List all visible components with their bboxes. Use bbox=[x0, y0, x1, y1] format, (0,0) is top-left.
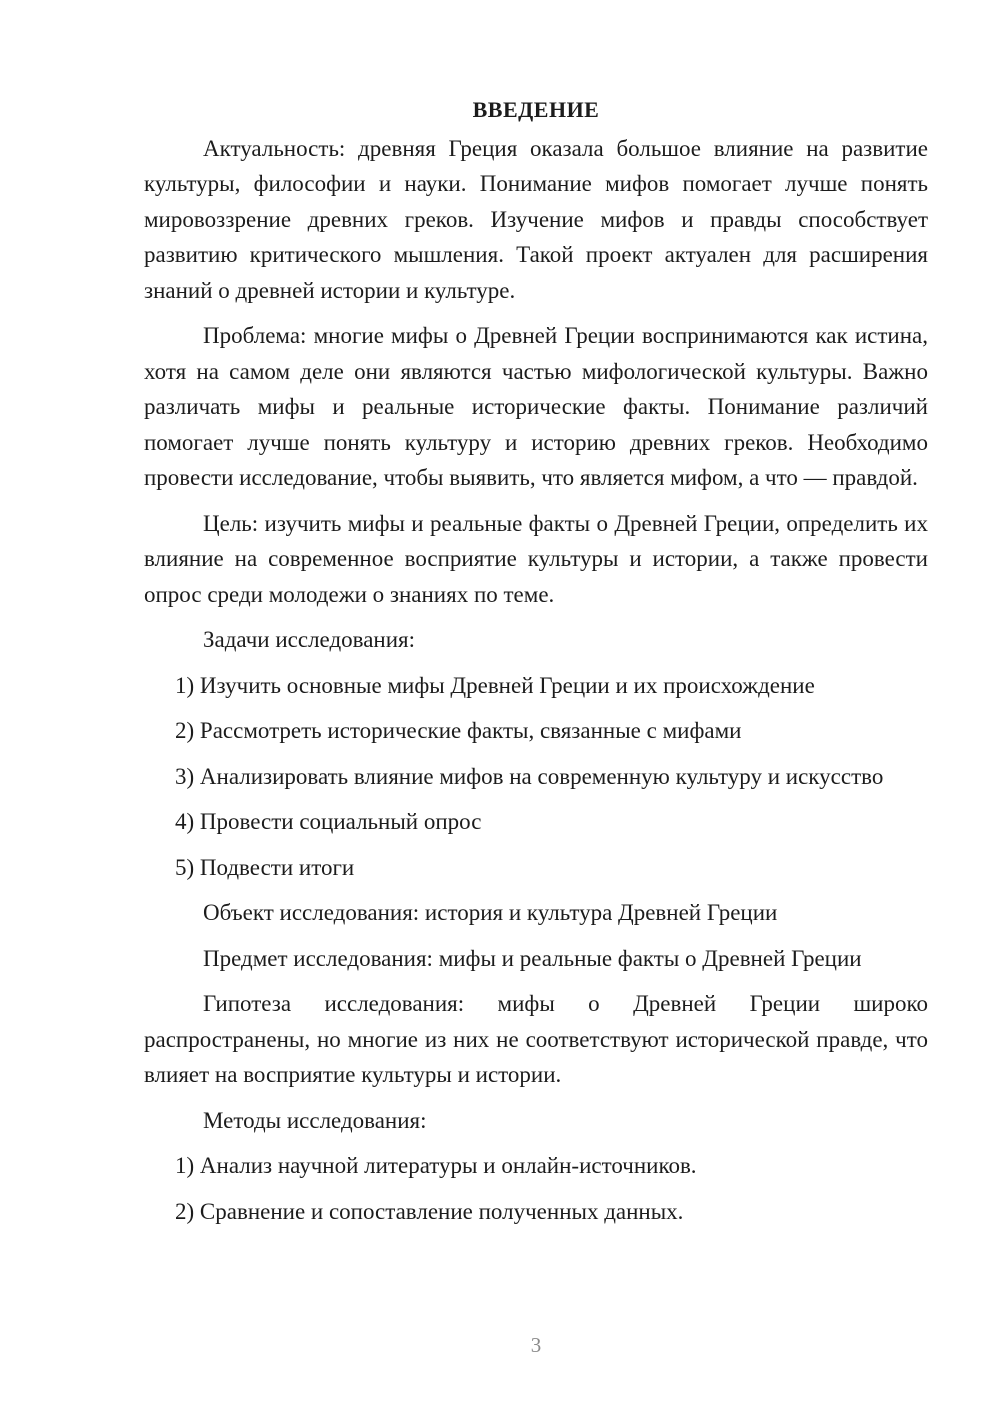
goal-paragraph: Цель: изучить мифы и реальные факты о Древней Греции, определить их влияние на современное восприятие культуры и истории, а также провести опрос среди молодежи о знаниях по теме. bbox=[144, 510, 928, 607]
method-item: 2) Сравнение и сопоставление полученных данных. bbox=[175, 1198, 684, 1224]
document-body bbox=[144, 92, 928, 1239]
page-title: ВВЕДЕНИЕ bbox=[472, 97, 600, 122]
research-subject: Предмет исследования: мифы и реальные факты о Древней Греции bbox=[203, 945, 862, 971]
hypothesis-paragraph: Гипотеза исследования: мифы о Древней Греции широко распространены, но многие из них не соответствуют исторической правде, что влияет на восприятие культуры и истории. bbox=[144, 991, 928, 1087]
relevance-paragraph: Актуальность: древняя Греция оказала большое влияние на развитие культуры, философии и науки. Понимание мифов помогает лучше понять мировоззрение древних греков. Изучение мифов и правды способствует развитию критического мышления. Такой проект актуален для расширения знаний о древней истории и культуре. bbox=[144, 135, 928, 303]
tasks-title: Задачи исследования: bbox=[203, 627, 416, 652]
task-item: 2) Рассмотреть исторические факты, связанные с мифами bbox=[175, 718, 742, 743]
research-object: Объект исследования: история и культура Древней Греции bbox=[203, 900, 778, 925]
methods-title: Методы исследования: bbox=[203, 1107, 427, 1133]
task-item: 3) Анализировать влияние мифов на современную культуру и искусство bbox=[175, 763, 884, 789]
problem-paragraph: Проблема: многие мифы о Древней Греции воспринимаются как истина, хотя на самом деле они являются частью мифологической культуры. Важно различать мифы и реальные исторические факты. Понимание различий помогает лучше понять культуру и историю древних греков. Необходимо провести исследование, чтобы выявить, что является мифом, а что — правдой. bbox=[144, 323, 928, 490]
task-item: 5) Подвести итоги bbox=[175, 854, 355, 880]
method-item: 1) Анализ научной литературы и онлайн-источников. bbox=[175, 1153, 697, 1178]
task-item: 4) Провести социальный опрос bbox=[175, 809, 482, 834]
page-number: 3 bbox=[530, 1333, 542, 1357]
task-item: 1) Изучить основные мифы Древней Греции и их происхождение bbox=[175, 672, 815, 698]
